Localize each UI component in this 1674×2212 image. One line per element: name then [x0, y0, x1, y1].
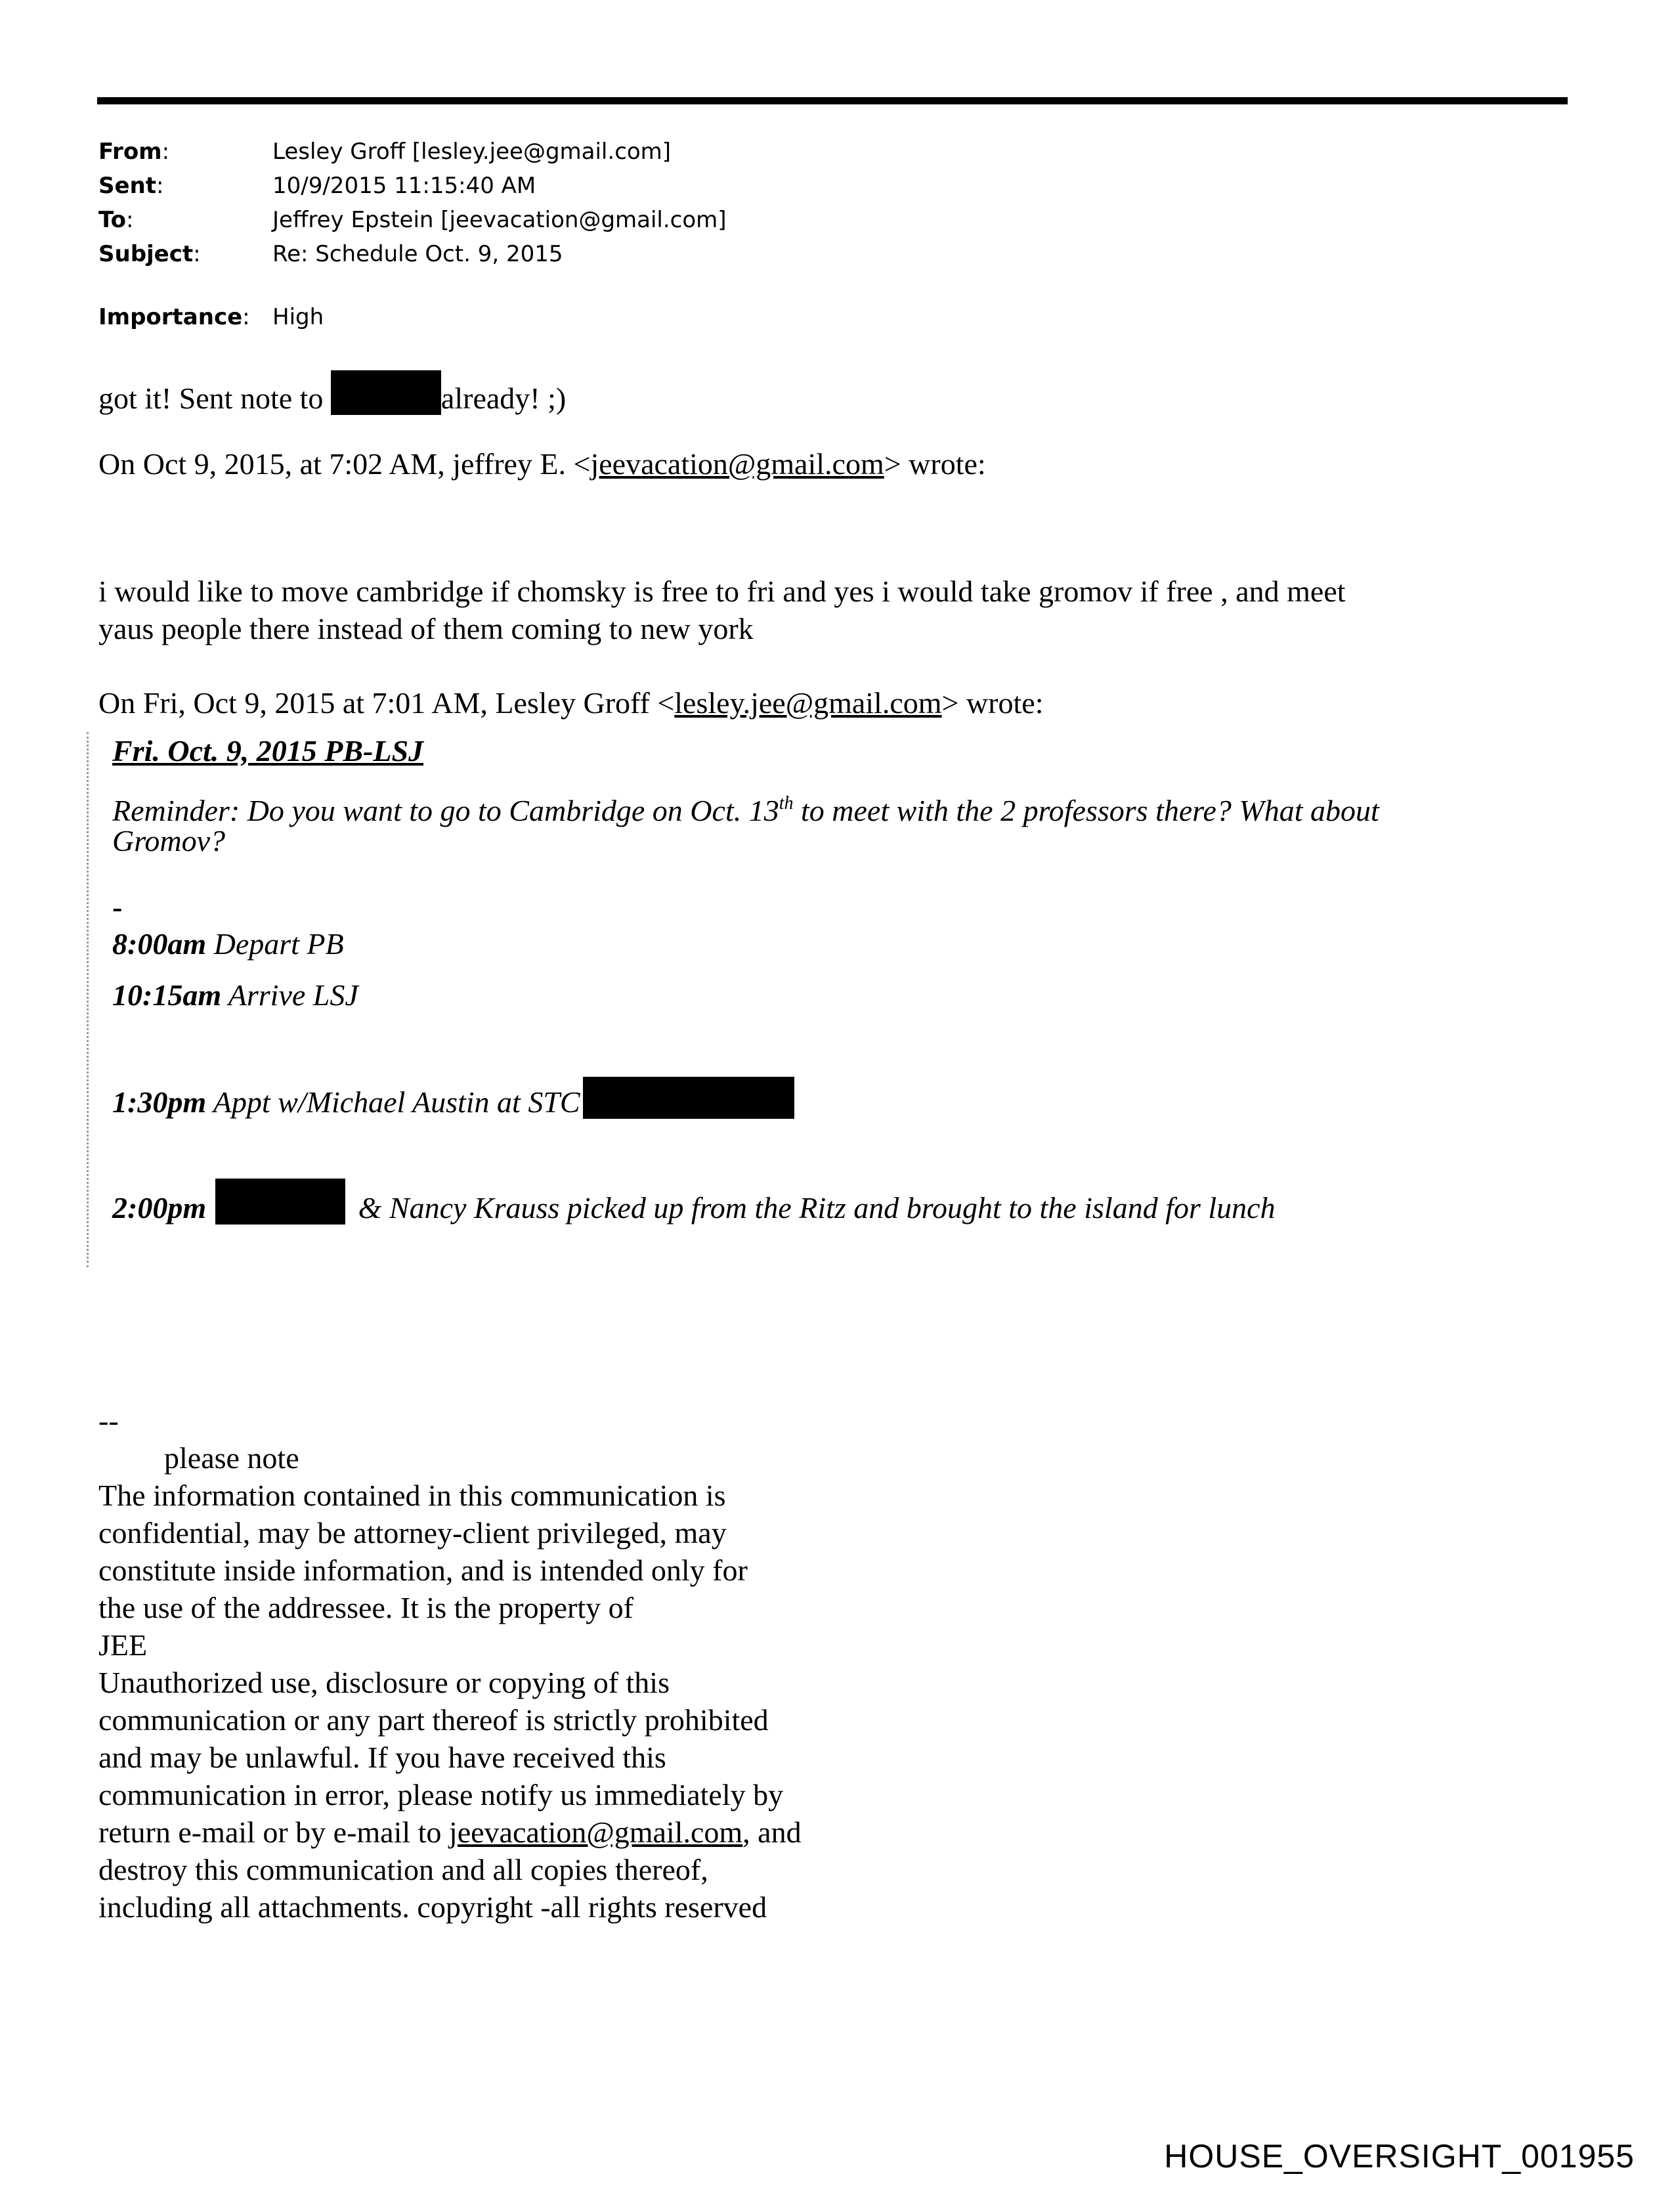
schedule-item [112, 976, 358, 1014]
importance-row: Importance: High [98, 300, 324, 334]
schedule-item [112, 925, 344, 963]
importance-value: High [272, 304, 324, 330]
header-subject-row: Subject: Re: Schedule Oct. 9, 2015 [98, 237, 727, 271]
schedule-item-time: 1:30pm [112, 1085, 207, 1119]
schedule-item-time: 8:00am [112, 927, 207, 961]
importance-label: Importance [98, 304, 243, 330]
schedule-item-time: 10:15am [112, 978, 222, 1012]
subject-value: Re: Schedule Oct. 9, 2015 [272, 241, 563, 267]
from-label: From [98, 139, 162, 165]
redaction-box [331, 370, 441, 415]
disclaimer-line: JEE [98, 1628, 148, 1662]
schedule-item-text: Depart PB [206, 927, 344, 961]
email-signature [98, 1402, 802, 1926]
disclaimer-line: Unauthorized use, disclosure or copying of this [98, 1666, 670, 1699]
signature-note-title: please note [164, 1441, 299, 1475]
redaction-box [215, 1179, 345, 1225]
schedule-item [112, 1077, 794, 1121]
sent-label: Sent [98, 173, 157, 199]
disclaimer-line: The information contained in this communication is [98, 1479, 726, 1512]
to-value: Jeffrey Epstein [jeevacation@gmail.com] [272, 207, 727, 233]
quote2-attribution: On Fri, Oct 9, 2015 at 7:01 AM, Lesley Groff <lesley.jee@gmail.com> wrote: [98, 686, 1044, 720]
top-divider [97, 97, 1568, 104]
subject-label: Subject [98, 241, 194, 267]
schedule-item [112, 1179, 1276, 1226]
schedule-item-text: Arrive LSJ [221, 978, 358, 1012]
header-to-row: To: Jeffrey Epstein [jeevacation@gmail.com] [98, 203, 727, 237]
to-label: To [98, 207, 127, 233]
schedule-reminder: Reminder: Do you want to go to Cambridge on Oct. 13th to meet with the 2 professors there? What about [112, 793, 1379, 827]
quote1-attribution: On Oct 9, 2015, at 7:02 AM, jeffrey E. <jeevacation@gmail.com> wrote: [98, 447, 986, 481]
from-value: Lesley Groff [lesley.jee@gmail.com] [272, 139, 672, 165]
disclaimer-line: return e-mail or by e-mail to jeevacation@gmail.com, and [98, 1815, 802, 1849]
quote1-body [98, 573, 1346, 647]
schedule-item-text: & Nancy Krauss picked up from the Ritz and brought to the island for lunch [351, 1191, 1276, 1225]
schedule-reminder-cont: Gromov? [112, 824, 226, 857]
document-id: HOUSE_OVERSIGHT_001955 [1164, 2138, 1635, 2175]
schedule-title: Fri. Oct. 9, 2015 PB-LSJ [112, 734, 424, 768]
disclaimer-line: the use of the addressee. It is the property of [98, 1591, 633, 1624]
email-header [98, 135, 727, 271]
quote1-email-link[interactable]: jeevacation@gmail.com [590, 447, 884, 481]
reply-text-after: already! ;) [440, 381, 567, 415]
disclaimer-line: confidential, may be attorney-client privileged, may [98, 1516, 727, 1550]
schedule-dash: - [112, 890, 123, 924]
disclaimer-line: communication or any part thereof is strictly prohibited [98, 1703, 769, 1737]
header-from-row: From: Lesley Groff [lesley.jee@gmail.com] [98, 135, 727, 169]
disclaimer-line: and may be unlawful. If you have received this [98, 1741, 666, 1774]
disclaimer-line: communication in error, please notify us immediately by [98, 1778, 784, 1811]
disclaimer-line: constitute inside information, and is intended only for [98, 1553, 748, 1587]
quote1-body-line: yaus people there instead of them coming to new york [98, 612, 754, 645]
signature-separator: -- [98, 1404, 119, 1437]
quote1-body-line: i would like to move cambridge if chomsky is free to fri and yes i would take gromov if free , and meet [98, 575, 1346, 608]
header-sent-row: Sent: 10/9/2015 11:15:40 AM [98, 169, 727, 203]
quoted-schedule [87, 732, 1599, 1267]
disclaimer-email-link[interactable]: jeevacation@gmail.com [448, 1815, 743, 1849]
schedule-item-text: Appt w/Michael Austin at STC [206, 1085, 580, 1119]
reply-message [98, 370, 566, 417]
quote2-email-link[interactable]: lesley.jee@gmail.com [674, 686, 942, 720]
disclaimer-line: including all attachments. copyright -all rights reserved [98, 1890, 767, 1924]
disclaimer-line: destroy this communication and all copies thereof, [98, 1853, 708, 1886]
schedule-item-time: 2:00pm [112, 1191, 207, 1225]
sent-value: 10/9/2015 11:15:40 AM [272, 173, 536, 199]
reply-text-before: got it! Sent note to [98, 381, 331, 415]
redaction-box [583, 1077, 794, 1119]
